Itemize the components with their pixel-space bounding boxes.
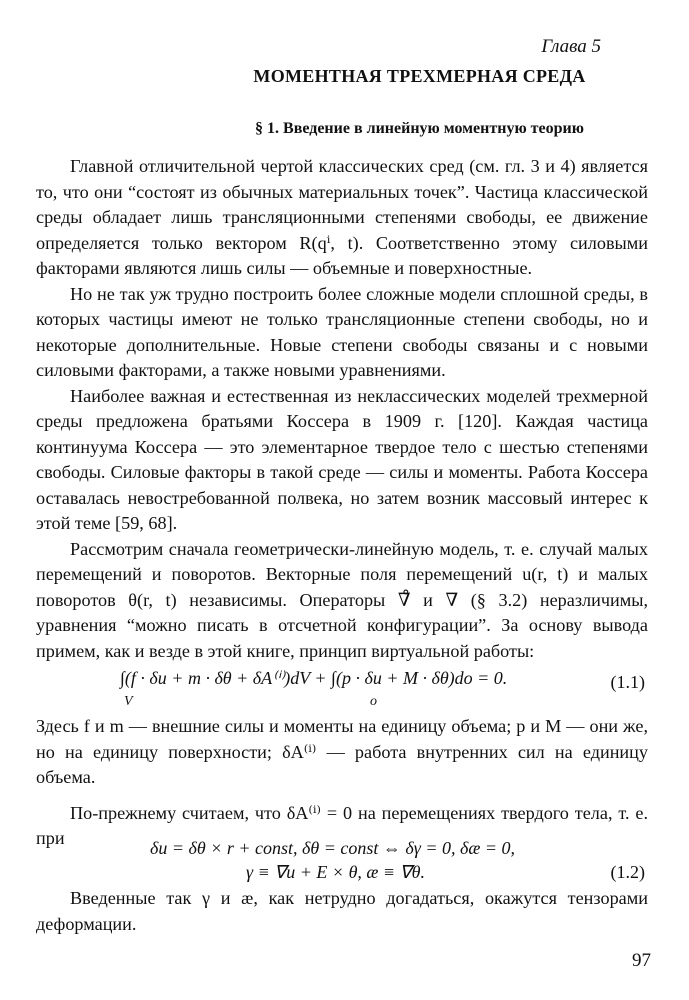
- text-block-3: [36, 886, 648, 937]
- paragraph-1: Главной отличительной чертой классических сред (см. гл. 3 и 4) является то, что они “состоят из обычных материальных точек”. Частица классической среды обладает лишь трансляционными степенями свободы, ее движение определяется только вектором R(qⁱ, t). Соответственно этому силовыми факторами являются лишь силы — объемные и поверхностные.: [36, 156, 648, 278]
- paragraph-6: По-прежнему считаем, что δA⁽ⁱ⁾ = 0 на перемещениях твердого тела, т. е. при: [36, 802, 648, 848]
- paragraph-7: Введенные так γ и æ, как нетрудно догадаться, окажутся тензорами деформации.: [36, 888, 648, 934]
- equation-1-lower-o: o: [370, 694, 377, 709]
- paragraph-5: Здесь f и m — внешние силы и моменты на единицу объема; p и M — они же, но на единицу поверхности; δA⁽ⁱ⁾ — работа внутренних сил на единицу объема.: [36, 716, 648, 787]
- text-block-1: [36, 154, 648, 664]
- equation-1-body: ∫(f · δu + m · δθ + δA⁽ⁱ⁾)dV + ∫(p · δu + M · δθ)do = 0.: [120, 668, 508, 688]
- equation-1-number: (1.1): [610, 672, 645, 692]
- text-block-2: [36, 714, 648, 852]
- paragraph-4: Рассмотрим сначала геометрически-линейную модель, т. е. случай малых перемещений и поворотов. Векторные поля перемещений u(r, t) и малых поворотов θ(r, t) независимы. Операторы ∇̊ и ∇ (§ 3.2) неразличимы, уравнения “можно писать в отсчетной конфигурации”. За основу вывода примем, как и везде в этой книге, принцип виртуальной работы:: [36, 538, 648, 661]
- chapter-title: МОМЕНТНАЯ ТРЕХМЕРНАЯ СРЕДА: [253, 66, 586, 86]
- equation-2-number: (1.2): [610, 862, 645, 882]
- paragraph-2: Но не так уж трудно построить более сложные модели сплошной среды, в которых частицы имеют не только трансляционные степени свободы, но и некоторые дополнительные. Новые степени свободы связаны и с новыми силовыми факторами, а также новыми уравнениями.: [36, 283, 648, 380]
- section-title: § 1. Введение в линейную моментную теорию: [255, 120, 584, 137]
- equation-1: [120, 668, 507, 689]
- equation-1-lower-v: V: [124, 694, 133, 709]
- page-number: 97: [632, 950, 651, 971]
- paragraph-3: Наиболее важная и естественная из неклассических моделей трехмерной среды предложена братьями Коссера в 1909 г. [120]. Каждая частица континуума Коссера — это элементарное твердое тело с шестью степенями свободы. Силовые факторы в такой среде — силы и моменты. Работа Коссера оставалась невостребованной полвека, но затем возник массовый интерес к этой теме [59, 68].: [36, 385, 648, 533]
- equation-2-line-2: γ ≡ ∇u + E × θ, æ ≡ ∇θ.: [246, 862, 425, 882]
- chapter-label: Глава 5: [541, 36, 601, 57]
- equation-2-line-1: δu = δθ × r + const, δθ = const ⇔ δγ = 0, δæ = 0,: [150, 838, 515, 858]
